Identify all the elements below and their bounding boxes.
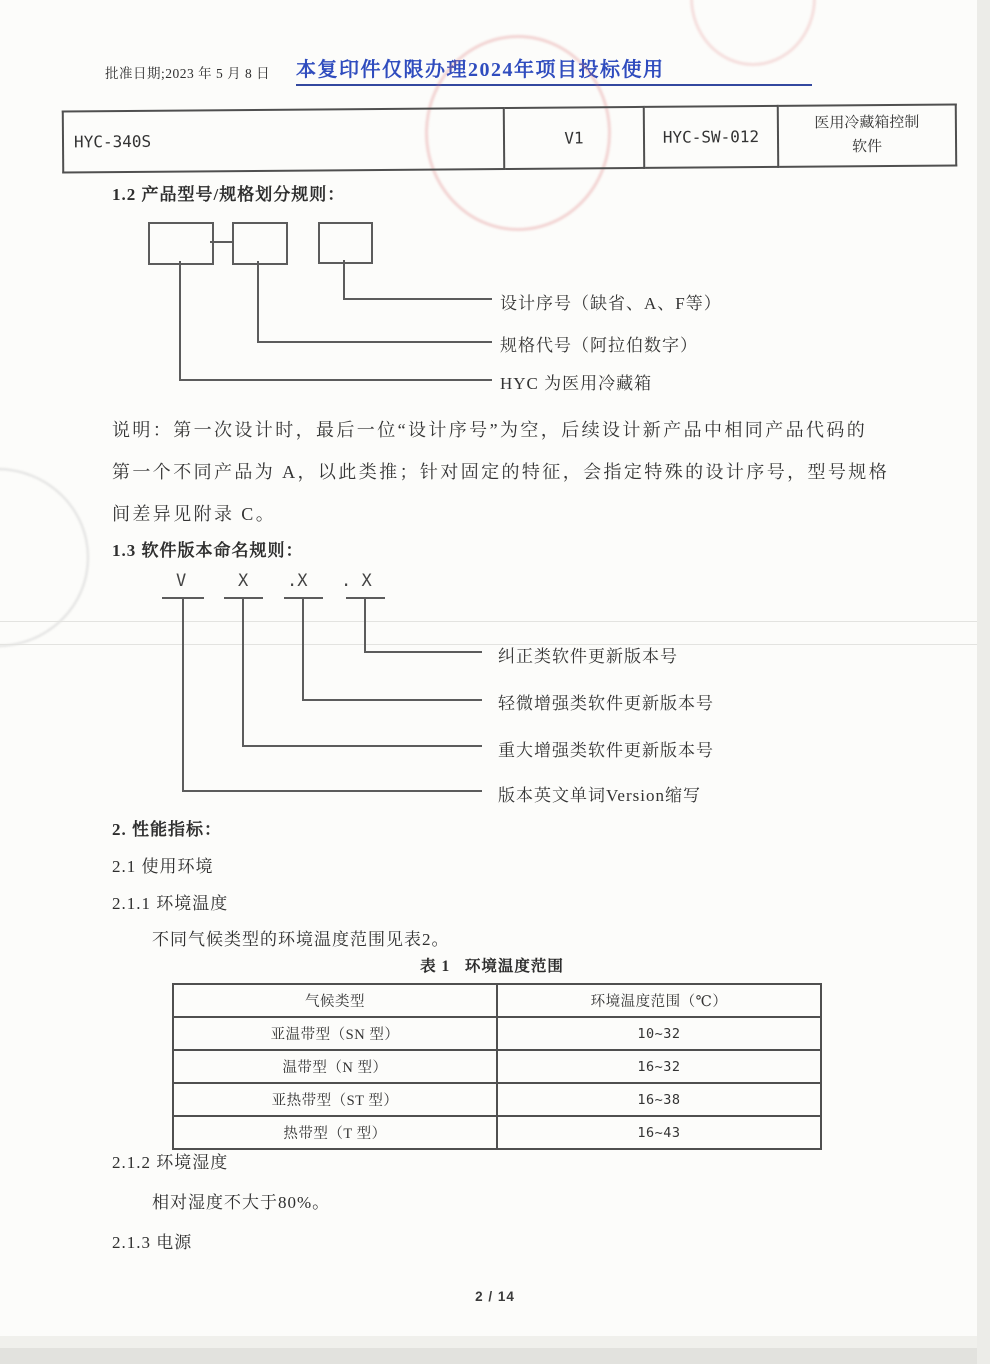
version-part-x2: .X: [287, 571, 308, 591]
leader-line: [302, 699, 482, 701]
software-name-text: 医用冷藏箱控制软件: [814, 115, 920, 155]
col-header-climate-type: 气候类型: [173, 984, 497, 1017]
section-1-3-title: 1.3 软件版本命名规则：: [112, 541, 304, 560]
cell-climate: 温带型（N 型）: [173, 1050, 497, 1083]
cell-climate: 亚热带型（ST 型）: [173, 1083, 497, 1116]
leader-line: [179, 261, 181, 381]
header-table-row: [63, 104, 956, 172]
scan-fold-line: [0, 621, 990, 622]
cell-range: 16~32: [497, 1050, 821, 1083]
model-code-box-1: [148, 222, 214, 265]
note-line-3: 间差异见附录 C。: [112, 504, 277, 524]
model-code-box-2: [232, 222, 288, 265]
table-row: [173, 1050, 821, 1083]
model-code-box-3: [318, 222, 373, 264]
cell-range: 10~32: [497, 1017, 821, 1050]
version-part-x3: . X: [341, 571, 372, 591]
major-enhancement-label: 重大增强类软件更新版本号: [498, 741, 714, 760]
approval-date-label: 批准日期;2023 年 5 月 8 日: [105, 66, 271, 81]
cell-climate: 亚温带型（SN 型）: [173, 1017, 497, 1050]
table-header-row: [173, 984, 821, 1017]
header-table: [62, 103, 957, 173]
leader-line: [364, 651, 482, 653]
scan-edge-bottom-fade: [0, 1336, 990, 1348]
hyc-meaning-label: HYC 为医用冷藏箱: [500, 374, 653, 393]
section-2-1-1-title: 2.1.1 环境温度: [112, 894, 229, 913]
leader-line: [242, 598, 244, 747]
section-2-1-title: 2.1 使用环境: [112, 857, 214, 876]
cell-range: 16~38: [497, 1083, 821, 1116]
header-cell-software-name: [778, 104, 956, 166]
leader-line: [257, 341, 492, 343]
version-part-x1: X: [238, 571, 249, 591]
minor-enhancement-label: 轻微增强类软件更新版本号: [498, 694, 714, 713]
header-cell-model: HYC-340S: [63, 108, 504, 172]
spec-code-label: 规格代号（阿拉伯数字）: [500, 336, 698, 355]
table-row: [173, 1083, 821, 1116]
page-number: 2 / 14: [475, 1289, 515, 1304]
leader-line: [343, 260, 345, 300]
table-1-title: 表 1 环境温度范围: [420, 958, 564, 975]
correction-version-label: 纠正类软件更新版本号: [498, 647, 678, 666]
header-cell-code: HYC-SW-012: [644, 106, 778, 168]
section-2-1-1-text: 不同气候类型的环境温度范围见表2。: [152, 930, 450, 949]
scan-edge-bottom: [0, 1348, 990, 1364]
design-serial-label: 设计序号（缺省、A、F等）: [500, 294, 722, 313]
cell-climate: 热带型（T 型）: [173, 1116, 497, 1149]
note-line-1: 说明：第一次设计时，最后一位“设计序号”为空，后续设计新产品中相同产品代码的: [112, 420, 868, 440]
version-abbrev-label: 版本英文单词Version缩写: [498, 786, 701, 805]
leader-line: [242, 745, 482, 747]
col-header-temp-range: 环境温度范围（℃）: [497, 984, 821, 1017]
leader-line: [302, 598, 304, 701]
cell-range: 16~43: [497, 1116, 821, 1149]
scan-edge-right: [977, 0, 990, 1364]
leader-line: [364, 598, 366, 653]
section-2-1-2-title: 2.1.2 环境湿度: [112, 1153, 229, 1172]
scan-fold-line: [0, 644, 990, 645]
leader-line: [343, 298, 492, 300]
leader-line: [182, 790, 482, 792]
header-cell-version: V1: [504, 107, 644, 169]
table-row: [173, 1116, 821, 1149]
copy-restriction-stamp-text: 本复印件仅限办理2024年项目投标使用: [296, 59, 665, 81]
leader-line: [257, 261, 259, 343]
version-part-v: V: [176, 571, 187, 591]
table-row: [173, 1017, 821, 1050]
section-2-1-2-text: 相对湿度不大于80%。: [152, 1193, 331, 1212]
section-2-title: 2. 性能指标：: [112, 820, 222, 839]
leader-line: [182, 598, 184, 792]
environment-temperature-table: [172, 983, 822, 1150]
note-line-2: 第一个不同产品为 A，以此类推；针对固定的特征，会指定特殊的设计序号，型号规格: [112, 462, 890, 482]
section-2-1-3-title: 2.1.3 电源: [112, 1233, 193, 1252]
stamp-underline: [296, 84, 812, 86]
leader-line: [179, 379, 492, 381]
section-1-2-title: 1.2 产品型号/规格划分规则：: [112, 185, 346, 204]
red-seal-stamp-arc-2: [690, 0, 816, 66]
box-connector-line: [210, 241, 232, 243]
